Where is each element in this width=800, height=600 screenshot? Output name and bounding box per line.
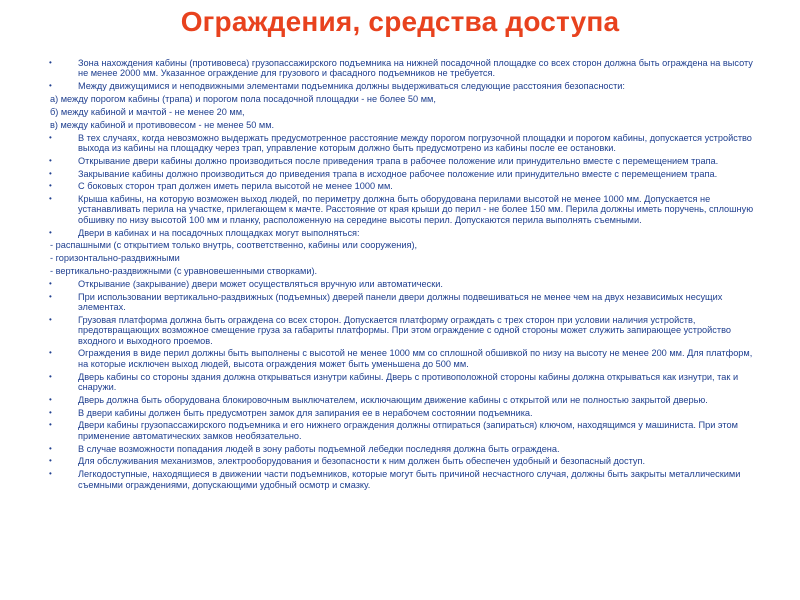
paragraph-text: Ограждения в виде перил должны быть выполнены с высотой не менее 1000 мм со сплошной обшивкой по низу на высоту не менее 200 мм. Для платформ, на которые исключен выход людей, высота ограждения может быть уменьшена до 500 мм. (78, 348, 753, 369)
sub-item (48, 120, 763, 130)
bullet-icon: • (49, 132, 52, 142)
bullet-icon: • (49, 291, 52, 301)
bullet-paragraph (48, 292, 763, 313)
paragraph-text: Открывание двери кабины должно производиться после приведения трапа в рабочее положение или принудительно вместе с перемещением трапа. (78, 155, 719, 166)
paragraph-text: Дверь кабины со стороны здания должна открываться изнутри кабины. Дверь с противоположной стороны кабины должна открываться как изнутри, так и снаружи. (78, 371, 739, 392)
sub-item (48, 107, 763, 117)
paragraph-text: Открывание (закрывание) двери может осуществляться вручную или автоматически. (78, 279, 443, 289)
bullet-icon: • (49, 314, 52, 324)
bullet-icon: • (49, 469, 52, 479)
bullet-icon: • (49, 181, 52, 191)
bullet-paragraph (48, 58, 763, 79)
page-title: Ограждения, средства доступа (180, 6, 620, 37)
bullet-paragraph (48, 133, 763, 154)
paragraph-text: Крыша кабины, на которую возможен выход людей, по периметру должна быть оборудована перилами высотой не менее 1000 мм. Допускается не устанавливать перила на участке, прилегающем к мачте. Расстояние от края крыши до перил - не более 150 мм. Перила должны иметь поручень, сплошную обшивку по низу высотой 100 мм и планку, расположенную на середине высоты перил. Допускаются перила выполнять съемными. (78, 194, 754, 225)
paragraph-text: В тех случаях, когда невозможно выдержать предусмотренное расстояние между порогом погрузочной площадки и порогом кабины, допускается устройство выхода из кабины на площадку через трап, управление которым должно быть предусмотрено из кабины после ее остановки. (78, 132, 752, 153)
bullet-icon: • (49, 394, 52, 404)
paragraph-text: С боковых сторон трап должен иметь перила высотой не менее 1000 мм. (78, 181, 393, 192)
paragraph-text: Дверь должна быть оборудована блокировочным выключателем, исключающим движение кабины с открытой или не полностью закрытой дверью. (78, 394, 708, 405)
paragraph-text: В случае возможности попадания людей в зону работы подъемной лебедки последняя должна быть ограждена. (78, 443, 560, 454)
bullet-icon: • (49, 456, 52, 466)
paragraph-text: в) между кабиной и противовесом - не менее 50 мм. (50, 119, 275, 130)
bullet-icon: • (49, 279, 52, 288)
bullet-icon: • (49, 407, 52, 417)
paragraph-text: Между движущимися и неподвижными элементами подъемника должны выдерживаться следующие расстояния безопасности: (78, 81, 625, 92)
bullet-paragraph (48, 194, 763, 225)
paragraph-text: Зона нахождения кабины (противовеса) грузопассажирского подъемника на нижней посадочной площадке со всех сторон должна быть ограждена на высоту не менее 2000 мм. Указанное ограждение для грузового и фасадного подъемников не требуется. (78, 58, 753, 79)
bullet-paragraph (48, 348, 763, 369)
bullet-paragraph (48, 228, 763, 238)
paragraph-text: Закрывание кабины должно производиться до приведения трапа в исходное рабочее положение или принудительно вместе с перемещением трапа. (78, 168, 718, 179)
paragraph-text: Легкодоступные, находящиеся в движении части подъемников, которые могут быть причиной несчастного случая, должны быть закрыты металлическими съемными ограждениями, допускающими удобный осмотр и смазку. (78, 469, 741, 490)
bullet-paragraph (48, 444, 763, 454)
bullet-icon: • (49, 194, 52, 204)
paragraph-text: При использовании вертикально-раздвижных (подъемных) дверей панели двери должны подвешиваться не менее чем на двух независимых несущих элементах. (78, 291, 723, 313)
sub-item (48, 266, 763, 276)
bullet-icon: • (49, 348, 52, 358)
bullet-icon: • (49, 155, 52, 165)
paragraph-text: Для обслуживания механизмов, электрооборудования и безопасности к ним должен быть обеспечен удобный и безопасный доступ. (78, 456, 646, 467)
bullet-icon: • (49, 81, 52, 91)
paragraph-text: Двери в кабинах и на посадочных площадках могут выполняться: (78, 227, 360, 238)
bullet-icon: • (49, 58, 52, 67)
bullet-paragraph (48, 181, 763, 191)
bullet-icon: • (49, 168, 52, 178)
bullet-icon: • (49, 227, 52, 237)
sub-item (48, 240, 763, 250)
bullet-paragraph (48, 395, 763, 405)
bullet-icon: • (49, 371, 52, 381)
bullet-paragraph (48, 372, 763, 393)
sub-item (48, 94, 763, 104)
paragraph-text: - горизонтально-раздвижными (50, 253, 180, 264)
paragraph-text: б) между кабиной и мачтой - не менее 20 мм, (50, 106, 245, 117)
bullet-paragraph (48, 456, 763, 466)
document-body (48, 58, 763, 492)
bullet-paragraph (48, 420, 763, 441)
paragraph-text: Грузовая платформа должна быть ограждена со всех сторон. Допускается платформу ограждать с трех сторон при условии наличия устройств, предотвращающих возможное смещение груза за габариты платформы. При этом ограждение с одной стороны может служить запирающее устройство входного и выходного проемов. (78, 314, 731, 346)
paragraph-text: а) между порогом кабины (трапа) и порогом пола посадочной площадки - не более 50 мм, (50, 93, 436, 104)
bullet-paragraph (48, 469, 763, 490)
bullet-paragraph (48, 156, 763, 166)
bullet-icon: • (49, 443, 52, 453)
bullet-icon: • (49, 420, 52, 430)
bullet-paragraph (48, 408, 763, 418)
paragraph-text: - вертикально-раздвижными (с уравновешенными створками). (50, 266, 318, 277)
bullet-paragraph (48, 81, 763, 91)
paragraph-text: - распашными (с открытием только внутрь, соответственно, кабины или сооружения), (50, 240, 418, 251)
bullet-paragraph (48, 279, 763, 289)
paragraph-text: Двери кабины грузопассажирского подъемника и его нижнего ограждения должны отпираться (запираться) ключом, находящимся у машиниста. При этом применение автоматических замков необязательно. (78, 420, 738, 441)
bullet-paragraph (48, 169, 763, 179)
sub-item (48, 253, 763, 263)
bullet-paragraph (48, 315, 763, 346)
paragraph-text: В двери кабины должен быть предусмотрен замок для запирания ее в нерабочем состоянии подъемника. (78, 407, 533, 418)
